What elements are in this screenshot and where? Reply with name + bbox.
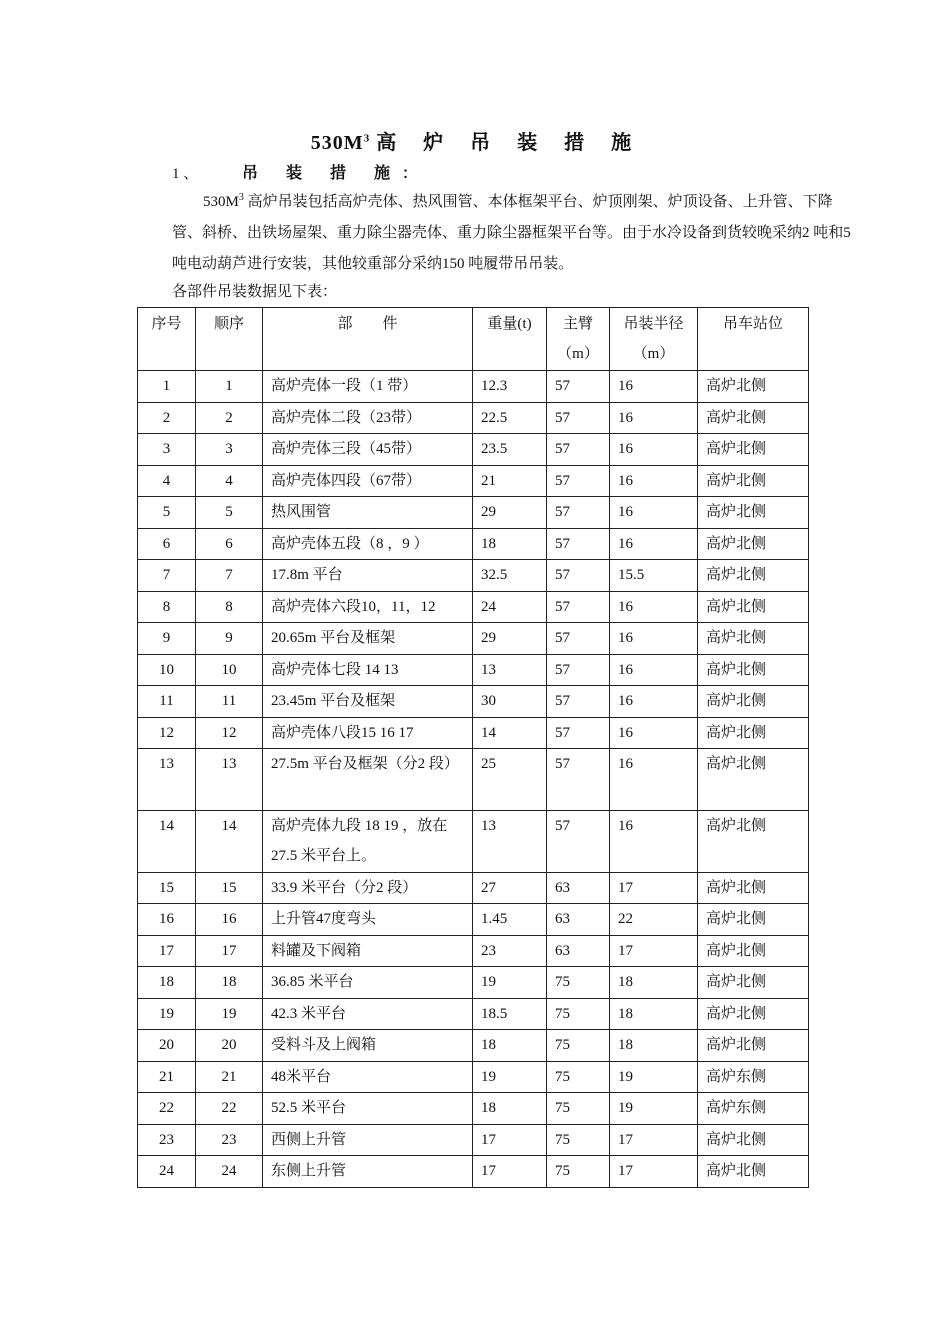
table-cell: 16 <box>610 465 698 497</box>
table-cell: 2 <box>138 402 196 434</box>
document-title <box>0 126 950 155</box>
table-cell: 19 <box>138 998 196 1030</box>
table-header-row <box>138 308 809 371</box>
table-cell: 19 <box>196 998 263 1030</box>
table-cell: 15.5 <box>610 560 698 592</box>
table-row <box>138 686 809 718</box>
table-cell: 料罐及下阀箱 <box>263 935 473 967</box>
para-body: 高炉吊装包括高炉壳体、热风围管、本体框架平台、炉顶刚架、炉顶设备、上升管、下降管、斜桥、出铁场屋架、重力除尘器壳体、重力除尘器框架平台等。由于水冷设备到货较晚采纳2 吨和5 吨电动葫芦进行安装，其他较重部分采纳150 吨履带吊吊装。 <box>172 194 851 272</box>
table-cell: 57 <box>547 371 610 403</box>
table-cell: 16 <box>196 904 263 936</box>
table-cell: 1 <box>196 371 263 403</box>
table-cell: 东侧上升管 <box>263 1156 473 1188</box>
table-row <box>138 402 809 434</box>
table-cell: 18 <box>473 528 547 560</box>
table-cell: 19 <box>473 967 547 999</box>
table-cell: 17 <box>196 935 263 967</box>
title-superscript: 3 <box>363 132 371 145</box>
table-cell: 高炉北侧 <box>698 560 809 592</box>
table-cell: 高炉北侧 <box>698 654 809 686</box>
table-cell: 3 <box>196 434 263 466</box>
table-cell: 18 <box>610 998 698 1030</box>
table-cell: 17 <box>610 872 698 904</box>
table-cell: 20.65m 平台及框架 <box>263 623 473 655</box>
table-row <box>138 717 809 749</box>
table-caption: 各部件吊装数据见下表： <box>172 284 338 300</box>
table-cell: 57 <box>547 434 610 466</box>
table-cell: 高炉北侧 <box>698 371 809 403</box>
table-cell: 西侧上升管 <box>263 1124 473 1156</box>
table-cell: 27.5m 平台及框架（分2 段） <box>263 749 473 811</box>
table-cell: 高炉北侧 <box>698 872 809 904</box>
header-cell: 序号 <box>138 308 196 371</box>
table-cell: 11 <box>196 686 263 718</box>
table-row <box>138 528 809 560</box>
table-cell: 15 <box>196 872 263 904</box>
table-cell: 63 <box>547 935 610 967</box>
table-cell: 24 <box>196 1156 263 1188</box>
table-cell: 75 <box>547 1030 610 1062</box>
table-cell: 高炉东侧 <box>698 1093 809 1125</box>
table-cell: 30 <box>473 686 547 718</box>
table-cell: 57 <box>547 497 610 529</box>
table-cell: 16 <box>610 528 698 560</box>
table-cell: 高炉北侧 <box>698 935 809 967</box>
table-cell: 高炉壳体四段（67带） <box>263 465 473 497</box>
table-cell: 18 <box>473 1093 547 1125</box>
table-cell: 57 <box>547 654 610 686</box>
table-row <box>138 654 809 686</box>
para-lead: 530M <box>203 194 239 210</box>
table-row <box>138 623 809 655</box>
table-cell: 7 <box>138 560 196 592</box>
intro-paragraph <box>172 187 862 280</box>
section-number: 1 、 <box>172 166 199 182</box>
table-cell: 16 <box>610 717 698 749</box>
table-cell: 高炉北侧 <box>698 1124 809 1156</box>
table-cell: 5 <box>196 497 263 529</box>
table-cell: 48米平台 <box>263 1061 473 1093</box>
table-row <box>138 434 809 466</box>
table-cell: 高炉北侧 <box>698 686 809 718</box>
table-cell: 63 <box>547 904 610 936</box>
table-cell: 13 <box>196 749 263 811</box>
table-row <box>138 998 809 1030</box>
table-cell: 16 <box>610 749 698 811</box>
table-cell: 19 <box>610 1061 698 1093</box>
table-cell: 22.5 <box>473 402 547 434</box>
table-cell: 18 <box>610 967 698 999</box>
title-rest: 高 炉 吊 装 措 施 <box>376 132 640 154</box>
table-cell: 18 <box>473 1030 547 1062</box>
section-title: 吊 装 措 施 <box>242 165 403 182</box>
table-cell: 23.45m 平台及框架 <box>263 686 473 718</box>
table-cell: 75 <box>547 1061 610 1093</box>
table-cell: 57 <box>547 749 610 811</box>
table-row <box>138 904 809 936</box>
table-cell: 高炉北侧 <box>698 749 809 811</box>
table-cell: 57 <box>547 717 610 749</box>
table-cell: 16 <box>138 904 196 936</box>
table-cell: 16 <box>610 497 698 529</box>
table-cell: 高炉北侧 <box>698 904 809 936</box>
table-cell: 8 <box>138 591 196 623</box>
table-cell: 75 <box>547 998 610 1030</box>
table-cell: 6 <box>138 528 196 560</box>
table-cell: 57 <box>547 465 610 497</box>
table-cell: 1.45 <box>473 904 547 936</box>
table-cell: 高炉北侧 <box>698 528 809 560</box>
table-cell: 22 <box>138 1093 196 1125</box>
table-cell: 高炉北侧 <box>698 1030 809 1062</box>
table-cell: 18.5 <box>473 998 547 1030</box>
table-cell: 高炉北侧 <box>698 810 809 872</box>
table-cell: 10 <box>138 654 196 686</box>
table-cell: 高炉壳体三段（45带） <box>263 434 473 466</box>
header-cell: 重量(t) <box>473 308 547 371</box>
table-cell: 20 <box>196 1030 263 1062</box>
table-cell: 17.8m 平台 <box>263 560 473 592</box>
table-cell: 13 <box>138 749 196 811</box>
table-cell: 17 <box>138 935 196 967</box>
table-cell: 17 <box>610 1156 698 1188</box>
table-cell: 5 <box>138 497 196 529</box>
table-cell: 25 <box>473 749 547 811</box>
table-cell: 14 <box>138 810 196 872</box>
table-cell: 14 <box>473 717 547 749</box>
table-cell: 57 <box>547 591 610 623</box>
title-main: 530M <box>310 132 364 154</box>
table-cell: 高炉北侧 <box>698 967 809 999</box>
table-cell: 热风围管 <box>263 497 473 529</box>
table-row <box>138 967 809 999</box>
table-cell: 75 <box>547 967 610 999</box>
table-cell: 23.5 <box>473 434 547 466</box>
table-cell: 23 <box>138 1124 196 1156</box>
table-cell: 57 <box>547 686 610 718</box>
table-cell: 57 <box>547 560 610 592</box>
table-cell: 16 <box>610 654 698 686</box>
table-cell: 24 <box>473 591 547 623</box>
section-heading <box>172 160 417 183</box>
table-cell: 32.5 <box>473 560 547 592</box>
table-cell: 高炉北侧 <box>698 402 809 434</box>
table-cell: 16 <box>610 686 698 718</box>
table-cell: 19 <box>610 1093 698 1125</box>
table-cell: 18 <box>610 1030 698 1062</box>
table-cell: 11 <box>138 686 196 718</box>
table-cell: 17 <box>473 1156 547 1188</box>
table-cell: 高炉北侧 <box>698 497 809 529</box>
table-cell: 57 <box>547 810 610 872</box>
table-cell: 29 <box>473 623 547 655</box>
table-row <box>138 872 809 904</box>
table-cell: 9 <box>196 623 263 655</box>
table-cell: 22 <box>196 1093 263 1125</box>
table-cell: 16 <box>610 434 698 466</box>
table-cell: 36.85 米平台 <box>263 967 473 999</box>
table-cell: 高炉东侧 <box>698 1061 809 1093</box>
table-cell: 高炉北侧 <box>698 998 809 1030</box>
table-cell: 57 <box>547 623 610 655</box>
table-cell: 高炉壳体六段10，11，12 <box>263 591 473 623</box>
table-cell: 57 <box>547 528 610 560</box>
table-cell: 14 <box>196 810 263 872</box>
table-row <box>138 810 809 872</box>
table-cell: 75 <box>547 1156 610 1188</box>
table-cell: 16 <box>610 810 698 872</box>
table-cell: 18 <box>196 967 263 999</box>
section-colon: ： <box>402 166 418 182</box>
table-cell: 33.9 米平台（分2 段） <box>263 872 473 904</box>
table-cell: 高炉壳体五段（8 ，9 ） <box>263 528 473 560</box>
header-cell: 部 件 <box>263 308 473 371</box>
table-cell: 17 <box>610 1124 698 1156</box>
table-cell: 18 <box>138 967 196 999</box>
table-cell: 高炉北侧 <box>698 623 809 655</box>
table-cell: 高炉北侧 <box>698 591 809 623</box>
table-cell: 13 <box>473 810 547 872</box>
table-cell: 6 <box>196 528 263 560</box>
table-cell: 57 <box>547 402 610 434</box>
table-row <box>138 749 809 811</box>
table-cell: 10 <box>196 654 263 686</box>
table-cell: 15 <box>138 872 196 904</box>
table-cell: 12 <box>138 717 196 749</box>
table-row <box>138 1093 809 1125</box>
table-cell: 2 <box>196 402 263 434</box>
table-cell: 上升管47度弯头 <box>263 904 473 936</box>
header-cell: 主臂（m） <box>547 308 610 371</box>
table-cell: 高炉北侧 <box>698 434 809 466</box>
table-cell: 高炉北侧 <box>698 465 809 497</box>
table-cell: 1 <box>138 371 196 403</box>
table-cell: 42.3 米平台 <box>263 998 473 1030</box>
table-cell: 高炉壳体八段15 16 17 <box>263 717 473 749</box>
table-cell: 16 <box>610 623 698 655</box>
table-row <box>138 1030 809 1062</box>
table-cell: 12 <box>196 717 263 749</box>
table-cell: 16 <box>610 371 698 403</box>
table-row <box>138 1061 809 1093</box>
table-cell: 21 <box>473 465 547 497</box>
table-cell: 23 <box>196 1124 263 1156</box>
table-row <box>138 465 809 497</box>
table-cell: 52.5 米平台 <box>263 1093 473 1125</box>
table-cell: 高炉壳体一段（1 带） <box>263 371 473 403</box>
table-row <box>138 591 809 623</box>
table-cell: 22 <box>610 904 698 936</box>
header-cell: 吊车站位 <box>698 308 809 371</box>
lifting-data-table <box>137 307 809 1188</box>
table-cell: 19 <box>473 1061 547 1093</box>
table-cell: 7 <box>196 560 263 592</box>
table-cell: 20 <box>138 1030 196 1062</box>
table-cell: 12.3 <box>473 371 547 403</box>
table-cell: 4 <box>138 465 196 497</box>
table-cell: 21 <box>196 1061 263 1093</box>
table-row <box>138 371 809 403</box>
table-cell: 29 <box>473 497 547 529</box>
para-superscript: 3 <box>238 192 244 203</box>
table-row <box>138 1124 809 1156</box>
table-row <box>138 497 809 529</box>
table-cell: 13 <box>473 654 547 686</box>
table-cell: 高炉壳体二段（23带） <box>263 402 473 434</box>
table-cell: 23 <box>473 935 547 967</box>
table-cell: 17 <box>610 935 698 967</box>
table-cell: 24 <box>138 1156 196 1188</box>
table-cell: 16 <box>610 402 698 434</box>
table-row <box>138 560 809 592</box>
table-cell: 高炉北侧 <box>698 717 809 749</box>
header-cell: 顺序 <box>196 308 263 371</box>
table-cell: 4 <box>196 465 263 497</box>
table-cell: 27 <box>473 872 547 904</box>
table-cell: 受料斗及上阀箱 <box>263 1030 473 1062</box>
table-cell: 高炉壳体七段 14 13 <box>263 654 473 686</box>
table-cell: 63 <box>547 872 610 904</box>
table-cell: 8 <box>196 591 263 623</box>
table-cell: 高炉壳体九段 18 19 ，放在27.5 米平台上。 <box>263 810 473 872</box>
table-cell: 3 <box>138 434 196 466</box>
table-cell: 16 <box>610 591 698 623</box>
table-row <box>138 935 809 967</box>
table-cell: 75 <box>547 1124 610 1156</box>
table-row <box>138 1156 809 1188</box>
table-cell: 9 <box>138 623 196 655</box>
table-cell: 高炉北侧 <box>698 1156 809 1188</box>
table-cell: 75 <box>547 1093 610 1125</box>
table-cell: 17 <box>473 1124 547 1156</box>
table-cell: 21 <box>138 1061 196 1093</box>
header-cell: 吊装半径（m） <box>610 308 698 371</box>
